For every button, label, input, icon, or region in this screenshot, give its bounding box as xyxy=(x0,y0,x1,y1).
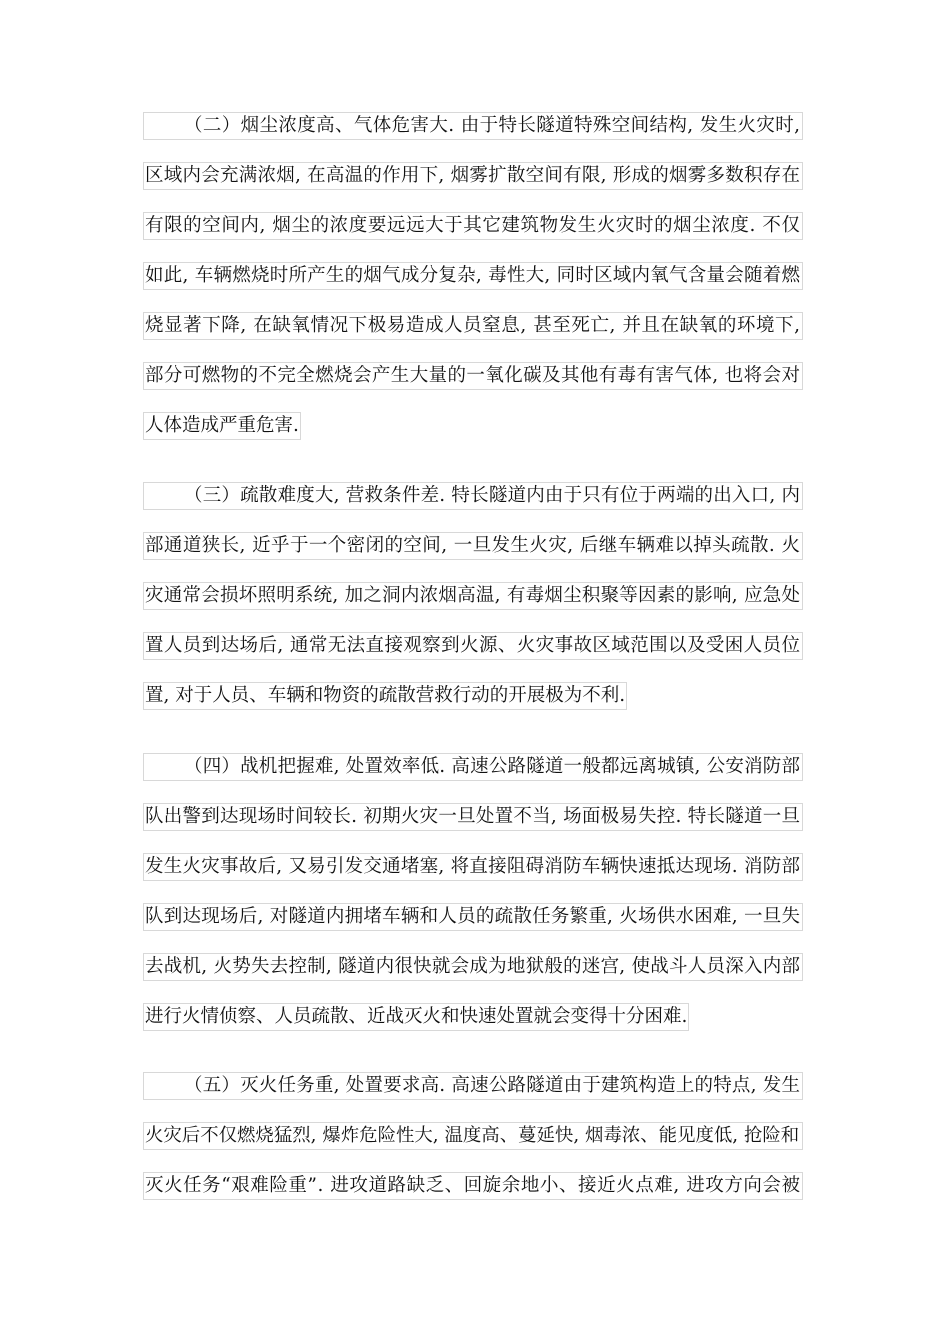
paragraph-response-time xyxy=(143,753,805,1053)
text-line: 进行火情侦察、人员疏散、近战灭火和快速处置就会变得十分困难. xyxy=(143,1003,805,1053)
paragraph-evacuation xyxy=(143,482,805,732)
text-line: （三）疏散难度大, 营救条件差. 特长隧道内由于只有位于两端的出入口, 内 xyxy=(143,482,805,532)
text-line: 火灾后不仅燃烧猛烈, 爆炸危险性大, 温度高、蔓延快, 烟毒浓、能见度低, 抢险和 xyxy=(143,1122,805,1172)
text-line: 灾通常会损坏照明系统, 加之洞内浓烟高温, 有毒烟尘积聚等因素的影响, 应急处 xyxy=(143,582,805,632)
text-line: 队到达现场后, 对隧道内拥堵车辆和人员的疏散任务繁重, 火场供水困难, 一旦失 xyxy=(143,903,805,953)
text-line: 人体造成严重危害. xyxy=(143,412,805,462)
paragraph-smoke-hazard xyxy=(143,112,805,462)
text-line: 如此, 车辆燃烧时所产生的烟气成分复杂, 毒性大, 同时区域内氧气含量会随着燃 xyxy=(143,262,805,312)
text-line: 灭火任务“艰难险重”. 进攻道路缺乏、回旋余地小、接近火点难, 进攻方向会被 xyxy=(143,1172,805,1222)
text-line: 有限的空间内, 烟尘的浓度要远远大于其它建筑物发生火灾时的烟尘浓度. 不仅 xyxy=(143,212,805,262)
text-line: 部分可燃物的不完全燃烧会产生大量的一氧化碳及其他有毒有害气体, 也将会对 xyxy=(143,362,805,412)
text-line: 部通道狭长, 近乎于一个密闭的空间, 一旦发生火灾, 后继车辆难以掉头疏散. 火 xyxy=(143,532,805,582)
text-line: 置, 对于人员、车辆和物资的疏散营救行动的开展极为不利. xyxy=(143,682,805,732)
text-line: 置人员到达场后, 通常无法直接观察到火源、火灾事故区域范围以及受困人员位 xyxy=(143,632,805,682)
paragraph-firefighting xyxy=(143,1072,805,1222)
text-line: 发生火灾事故后, 又易引发交通堵塞, 将直接阻碍消防车辆快速抵达现场. 消防部 xyxy=(143,853,805,903)
text-line: （五）灭火任务重, 处置要求高. 高速公路隧道由于建筑构造上的特点, 发生 xyxy=(143,1072,805,1122)
text-line: 队出警到达现场时间较长. 初期火灾一旦处置不当, 场面极易失控. 特长隧道一旦 xyxy=(143,803,805,853)
text-line: 去战机, 火势失去控制, 隧道内很快就会成为地狱般的迷宫, 使战斗人员深入内部 xyxy=(143,953,805,1003)
text-line: （四）战机把握难, 处置效率低. 高速公路隧道一般都远离城镇, 公安消防部 xyxy=(143,753,805,803)
text-line: 区域内会充满浓烟, 在高温的作用下, 烟雾扩散空间有限, 形成的烟雾多数积存在 xyxy=(143,162,805,212)
text-line: （二）烟尘浓度高、气体危害大. 由于特长隧道特殊空间结构, 发生火灾时, xyxy=(143,112,805,162)
text-line: 烧显著下降, 在缺氧情况下极易造成人员窒息, 甚至死亡, 并且在缺氧的环境下, xyxy=(143,312,805,362)
